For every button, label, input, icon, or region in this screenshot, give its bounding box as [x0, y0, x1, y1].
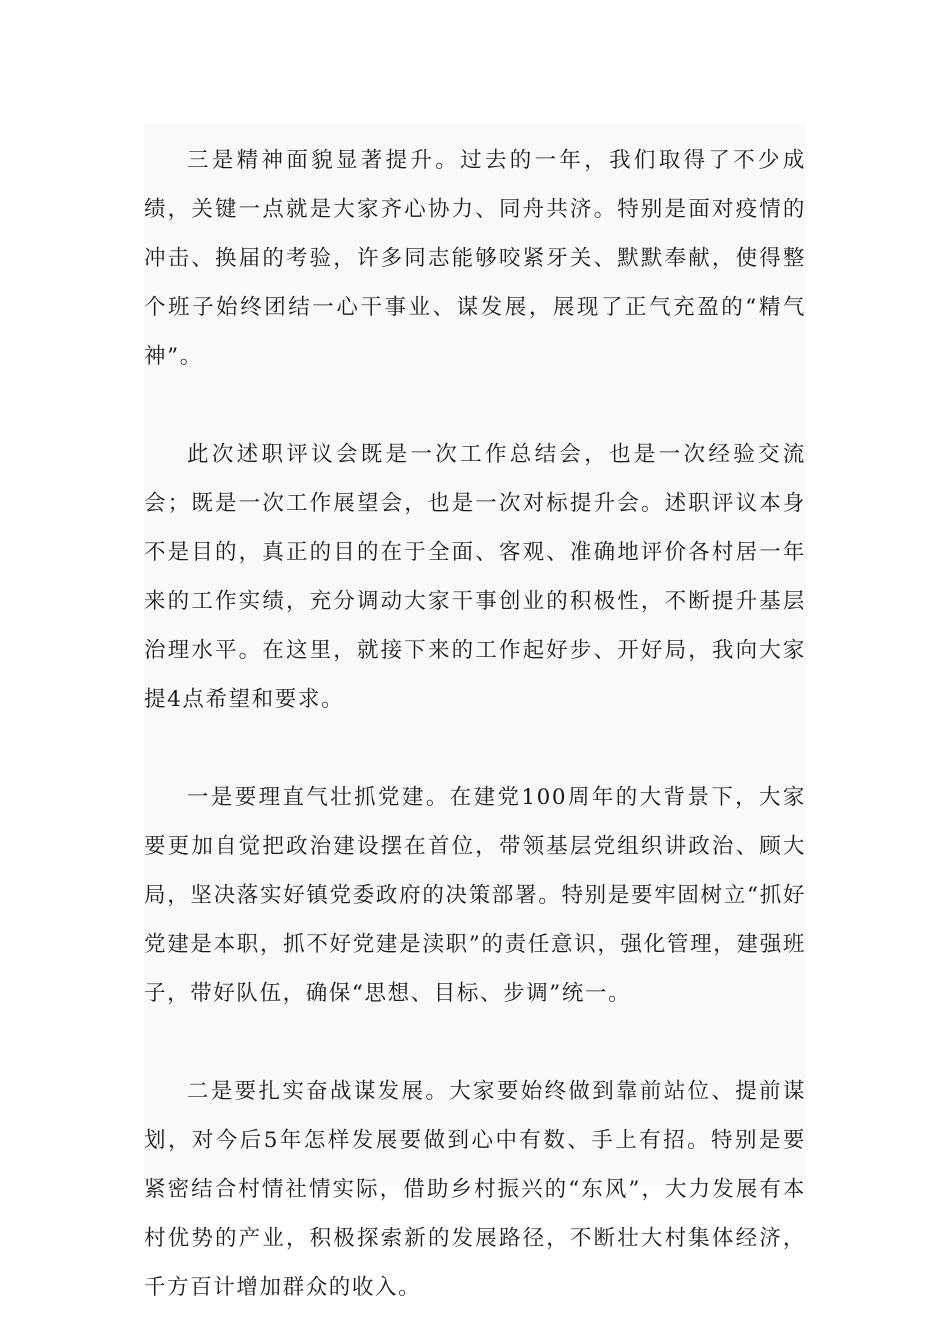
paragraph-review-meeting: 此次述职评议会既是一次工作总结会，也是一次经验交流会；既是一次工作展望会，也是一次对标提升会。述职评议本身不是目的，真正的目的在于全面、客观、准确地评价各村居一年来的工作实绩，充分调动大家干事创业的积极性，不断提升基层治理水平。在这里，就接下来的工作起好步、开好局，我向大家提4点希望和要求。: [144, 442, 806, 712]
paragraph-spirit-improvement: 三是精神面貌显著提升。过去的一年，我们取得了不少成绩，关键一点就是大家齐心协力、同舟共济。特别是面对疫情的冲击、换届的考验，许多同志能够咬紧牙关、默默奉献，使得整个班子始终团结一心干事业、谋发展，展现了正气充盈的“精气神”。: [144, 148, 806, 369]
document-body: [144, 136, 806, 1312]
document-page: [144, 124, 806, 1300]
paragraph-party-building: 一是要理直气壮抓党建。在建党100周年的大背景下，大家要更加自觉把政治建设摆在首位，带领基层党组织讲政治、顾大局，坚决落实好镇党委政府的决策部署。特别是要牢固树立“抓好党建是本职，抓不好党建是渎职”的责任意识，强化管理，建强班子，带好队伍，确保“思想、目标、步调”统一。: [144, 785, 806, 1006]
paragraph-development: 二是要扎实奋战谋发展。大家要始终做到靠前站位、提前谋划，对今后5年怎样发展要做到心中有数、手上有招。特别是要紧密结合村情社情实际，借助乡村振兴的“东风”，大力发展有本村优势的产业，积极探索新的发展路径，不断壮大村集体经济，千方百计增加群众的收入。: [144, 1079, 806, 1300]
